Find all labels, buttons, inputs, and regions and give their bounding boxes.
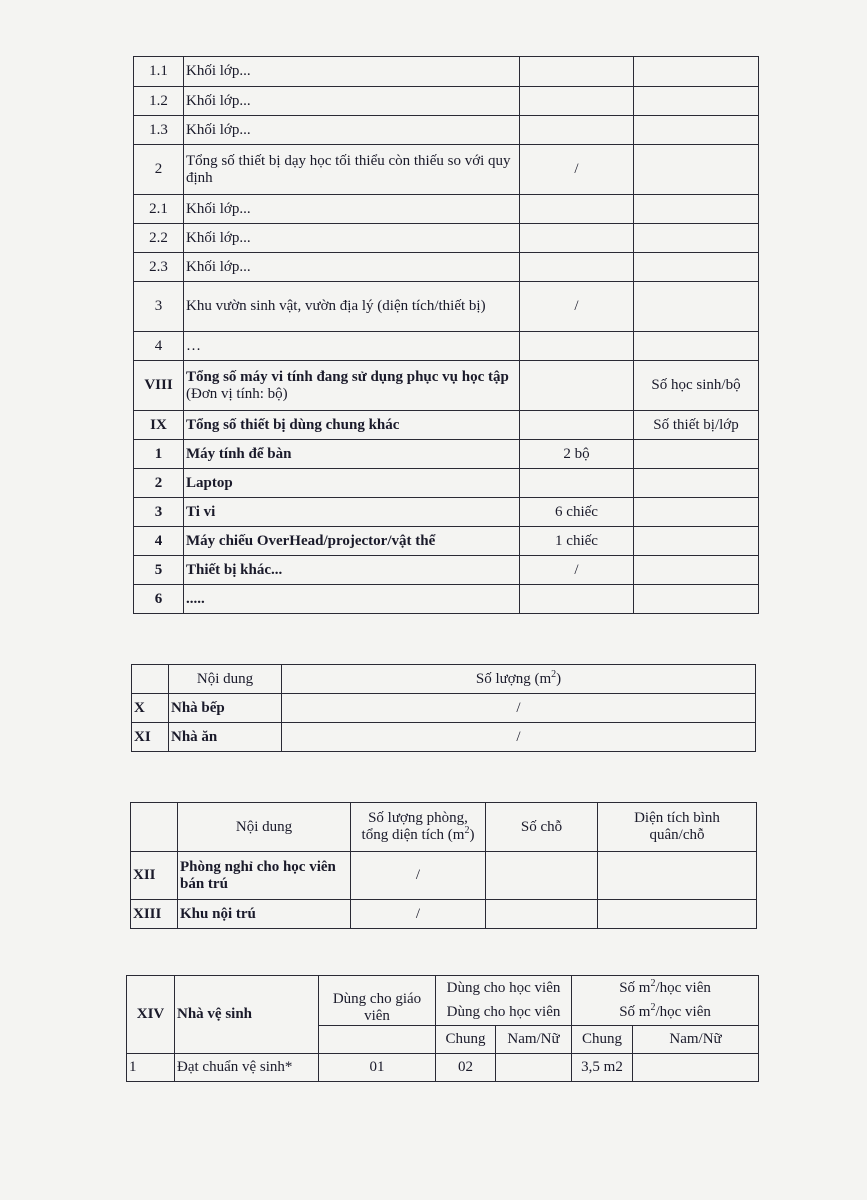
row-quantity: 2 bộ <box>520 440 634 469</box>
row-content <box>184 57 520 87</box>
row-student-common: 02 <box>436 1054 496 1082</box>
table-row <box>134 224 759 253</box>
row-quantity <box>520 57 634 87</box>
sub-header-common: Chung <box>436 1026 496 1054</box>
table-row <box>134 145 759 195</box>
table-row <box>134 469 759 498</box>
row-content <box>184 469 520 498</box>
row-number: VIII <box>134 361 184 411</box>
dormitory-table <box>130 802 757 929</box>
header-average-area: Diện tích bình quân/chỗ <box>598 803 757 852</box>
row-teacher: 01 <box>319 1054 436 1082</box>
kitchen-table <box>131 664 756 752</box>
row-note <box>634 527 759 556</box>
row-content <box>184 411 520 440</box>
row-number: 1.2 <box>134 87 184 116</box>
row-note <box>634 253 759 282</box>
row-content <box>184 116 520 145</box>
table-row <box>134 556 759 585</box>
row-quantity <box>520 87 634 116</box>
row-content <box>184 361 520 411</box>
row-number: XII <box>131 852 178 900</box>
row-student-gender <box>496 1054 572 1082</box>
row-content-text: Ti vi <box>186 503 216 520</box>
header-content: Nội dung <box>178 803 351 852</box>
table-row <box>134 87 759 116</box>
row-number: 4 <box>134 527 184 556</box>
equipment-table <box>133 56 759 614</box>
row-content: Khu nội trú <box>178 900 351 929</box>
row-note <box>634 469 759 498</box>
row-note <box>634 224 759 253</box>
row-quantity <box>520 332 634 361</box>
row-note <box>634 440 759 469</box>
row-number: 2 <box>134 145 184 195</box>
row-content-text: Khối lớp... <box>186 258 251 275</box>
row-content-text: Tổng số máy vi tính đang sử dụng phục vụ học tập <box>186 368 509 385</box>
row-quantity <box>520 469 634 498</box>
section-number: XIV <box>127 976 175 1054</box>
row-content <box>184 556 520 585</box>
row-quantity <box>520 253 634 282</box>
row-number: 1.1 <box>134 57 184 87</box>
row-content: Đạt chuẩn vệ sinh* <box>175 1054 319 1082</box>
row-note <box>634 195 759 224</box>
row-quantity: / <box>520 556 634 585</box>
row-content-text: Tổng số thiết bị dùng chung khác <box>186 416 400 433</box>
row-rooms: / <box>351 852 486 900</box>
row-content <box>184 527 520 556</box>
toilet-table <box>126 975 759 1082</box>
row-content-text: Khu vườn sinh vật, vườn địa lý (diện tích/thiết bị) <box>186 298 486 314</box>
row-content-text: Laptop <box>186 474 233 491</box>
row-note <box>634 57 759 87</box>
row-number: 4 <box>134 332 184 361</box>
table-row <box>134 195 759 224</box>
row-content <box>184 332 520 361</box>
sub-header-gender: Nam/Nữ <box>633 1026 759 1054</box>
row-content: Nhà ăn <box>169 723 282 752</box>
row-note <box>634 145 759 195</box>
row-number: XIII <box>131 900 178 929</box>
row-quantity <box>520 411 634 440</box>
row-number: 2.3 <box>134 253 184 282</box>
table-row <box>134 498 759 527</box>
row-number: 2 <box>134 469 184 498</box>
row-note <box>634 282 759 332</box>
row-content-text: Khối lớp... <box>186 229 251 246</box>
section-title: Nhà vệ sinh <box>175 976 319 1054</box>
header-student-repeat: Dùng cho học viên <box>436 1001 572 1026</box>
header-ratio: Số $m^2$/học viên <box>572 976 759 1001</box>
table-row <box>134 57 759 87</box>
header-ratio-repeat: Số $m^2$/học viên <box>572 1001 759 1026</box>
table-row <box>134 361 759 411</box>
row-note <box>634 585 759 614</box>
row-note <box>634 332 759 361</box>
row-number: 1 <box>127 1054 175 1082</box>
row-note <box>634 87 759 116</box>
row-content <box>184 87 520 116</box>
row-content-text: Khối lớp... <box>186 92 251 109</box>
header-rooms: Số lượng phòng, tổng diện tích $(m^2)$ <box>351 803 486 852</box>
row-number: 2.1 <box>134 195 184 224</box>
row-content: Nhà bếp <box>169 694 282 723</box>
row-content <box>184 224 520 253</box>
row-number: IX <box>134 411 184 440</box>
row-note: Số học sinh/bộ <box>634 361 759 411</box>
row-content-unit: (Đơn vị tính: bộ) <box>186 385 288 402</box>
header-seats: Số chỗ <box>486 803 598 852</box>
row-quantity <box>520 195 634 224</box>
row-number: 3 <box>134 498 184 527</box>
row-ratio-common: 3,5 m2 <box>572 1054 633 1082</box>
row-content-text: Khối lớp... <box>186 200 251 217</box>
row-content <box>184 585 520 614</box>
row-content-text: Khối lớp... <box>186 121 251 138</box>
row-number: 1.3 <box>134 116 184 145</box>
row-content <box>184 282 520 332</box>
table-row <box>134 527 759 556</box>
row-content <box>184 195 520 224</box>
table-row <box>134 440 759 469</box>
row-quantity <box>520 116 634 145</box>
row-content: Phòng nghỉ cho học viên bán trú <box>178 852 351 900</box>
table-row <box>134 332 759 361</box>
row-number: 6 <box>134 585 184 614</box>
row-quantity <box>520 224 634 253</box>
row-quantity <box>520 585 634 614</box>
row-quantity <box>520 361 634 411</box>
row-quantity: / <box>282 694 756 723</box>
sub-header-common: Chung <box>572 1026 633 1054</box>
header-student: Dùng cho học viên <box>436 976 572 1001</box>
row-content-text: Máy chiếu OverHead/projector/vật thể <box>186 532 436 549</box>
header-content: Nội dung <box>169 665 282 694</box>
row-rooms: / <box>351 900 486 929</box>
table-row <box>134 282 759 332</box>
row-number: X <box>132 694 169 723</box>
row-number: 5 <box>134 556 184 585</box>
table-row <box>134 116 759 145</box>
row-content <box>184 253 520 282</box>
row-ratio-gender <box>633 1054 759 1082</box>
row-content <box>184 440 520 469</box>
row-number: 1 <box>134 440 184 469</box>
row-number: XI <box>132 723 169 752</box>
row-quantity: / <box>520 282 634 332</box>
row-content-text: Tổng số thiết bị dạy học tối thiểu còn thiếu so với quy định <box>186 152 511 186</box>
row-content-text: Máy tính để bàn <box>186 445 292 462</box>
header-quantity: Số lượng $(m^2)$ <box>282 665 756 694</box>
row-note <box>634 498 759 527</box>
row-quantity: / <box>520 145 634 195</box>
row-content <box>184 498 520 527</box>
row-note <box>634 556 759 585</box>
table-row <box>134 411 759 440</box>
row-content <box>184 145 520 195</box>
row-quantity: / <box>282 723 756 752</box>
row-content-text: ..... <box>186 590 205 607</box>
table-row <box>134 585 759 614</box>
sub-header-gender: Nam/Nữ <box>496 1026 572 1054</box>
row-quantity: 1 chiếc <box>520 527 634 556</box>
row-note: Số thiết bị/lớp <box>634 411 759 440</box>
row-note <box>634 116 759 145</box>
row-content-text: Khối lớp... <box>186 63 251 79</box>
header-teacher: Dùng cho giáo viên <box>319 976 436 1026</box>
row-content-text: Thiết bị khác... <box>186 561 283 578</box>
row-content-text: … <box>186 337 201 354</box>
table-row <box>134 253 759 282</box>
row-number: 3 <box>134 282 184 332</box>
row-quantity: 6 chiếc <box>520 498 634 527</box>
row-number: 2.2 <box>134 224 184 253</box>
